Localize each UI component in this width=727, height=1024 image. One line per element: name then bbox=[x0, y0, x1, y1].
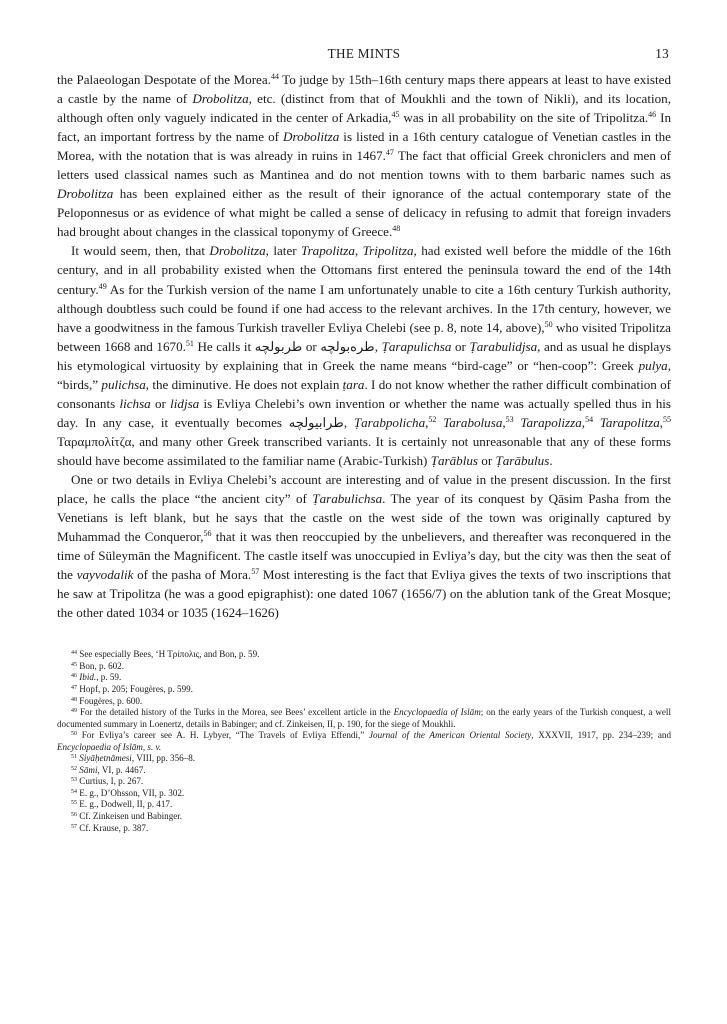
italic-term: Tripolitza bbox=[362, 243, 414, 259]
text-run: , later bbox=[265, 243, 302, 259]
footnote bbox=[57, 799, 671, 811]
footnote-ref: 55 bbox=[663, 414, 672, 424]
italic-term: lichsa bbox=[119, 395, 151, 411]
text-run: , bbox=[425, 414, 429, 430]
italic-term: Ṭarabulidjsa bbox=[469, 338, 538, 354]
text-run: who visited Tripolitza between 1668 and 1670. bbox=[57, 319, 671, 354]
footnote-ref: 50 bbox=[544, 319, 553, 329]
footnote-ref: 45 bbox=[391, 110, 400, 120]
italic-term: Drobolitza bbox=[192, 91, 249, 107]
text-run: It would seem, then, that bbox=[71, 243, 210, 259]
footnote bbox=[57, 788, 671, 800]
text-run: Most interesting is the fact that Evliya gives the texts of two inscriptions that he saw at Tripolitza (he was a good epigraphist): one dated 1067 (1656/7) on the ablution tank of the Great Mosque; the other dated 1034 or 1035 (1624–1626) bbox=[57, 567, 671, 621]
text-run: , VI, p. 4467. bbox=[97, 764, 146, 775]
text-run: For the detailed history of the Turks in the Morea, see Bees’ excellent article in the bbox=[79, 707, 394, 718]
text-run: One or two details in Evliya Chelebi’s account are interesting and of value in the present discussion. In the first place, he calls the place “the ancient city” of bbox=[57, 471, 671, 507]
text-run: was in all probability on the site of Tripolitza. bbox=[399, 110, 649, 126]
text-run: Hopf, p. 205; Fougères, p. 599. bbox=[79, 684, 193, 694]
italic-term: Tarapolizza bbox=[520, 414, 582, 430]
footnote-number: 51 bbox=[71, 754, 77, 761]
text-run: Curtius, I, p. 267. bbox=[79, 776, 144, 787]
italic-term: Ṭarabulichsa bbox=[312, 491, 383, 507]
footnote-number: 52 bbox=[71, 765, 77, 772]
italic-term: ṭara bbox=[342, 376, 365, 392]
text-run: , p. 59. bbox=[96, 672, 122, 683]
footnote-number: 50 bbox=[71, 731, 77, 738]
text-run: , the diminutive. He does not explain bbox=[145, 376, 343, 392]
text-run: Cf. Zinkeisen und Babinger. bbox=[79, 811, 183, 822]
italic-term: Journal of the American Oriental Society bbox=[369, 730, 532, 741]
italic-term: pulya bbox=[638, 357, 668, 373]
text-run: For Evliya’s career see A. H. Lybyer, “The Travels of Evliya Effendi,” bbox=[81, 730, 369, 741]
footnote bbox=[57, 823, 671, 835]
footnote-ref: 56 bbox=[203, 529, 212, 539]
text-run: that it was then reoccupied by the unbelievers, and thereafter was reconquered in the time of Süleymān the Magnificent. The castle itself was unoccupied in Evliya’s day, but the city was then the seat of the bbox=[57, 529, 671, 583]
text-run: has been explained either as the result of their ignorance of the actual contemporary state of the Peloponnesus or as evidence of what might be called a sense of delicacy in refusing to admit that foreign invaders had brought about changes in the classical toponymy of Greece. bbox=[57, 186, 671, 240]
footnote bbox=[57, 776, 671, 788]
footnote-ref: 51 bbox=[185, 338, 194, 348]
text-run: , and as usual he displays his etymological virtuosity by explaining that in Greek the name means “bird-cage” or “hen-coop”: Greek bbox=[57, 338, 671, 373]
footnote-ref: 52 bbox=[428, 414, 437, 424]
footnotes bbox=[57, 649, 671, 834]
text-run: , bbox=[581, 414, 586, 430]
text-run: or bbox=[478, 452, 496, 468]
page-number: 13 bbox=[655, 46, 669, 61]
footnote-number: 47 bbox=[71, 685, 77, 691]
text-run: To judge by 15th–16th century maps there appears at least to have existed a castle by the name of bbox=[57, 72, 671, 107]
text-run: Fougères, p. 600. bbox=[79, 695, 143, 706]
italic-term: vayvodalik bbox=[76, 567, 134, 583]
text-run: is Evliya Chelebi’s own invention or whether the name was actually spelled thus in his day. In any case, it eventually becomes bbox=[57, 395, 671, 430]
footnote-ref: 57 bbox=[251, 567, 260, 577]
italic-term: pulichsa bbox=[101, 376, 146, 392]
footnote-ref: 44 bbox=[270, 72, 279, 81]
italic-term: Trapolitza bbox=[301, 243, 355, 259]
text-run: . I do not know whether the rather difficult combination of consonants bbox=[57, 376, 672, 411]
italic-term: Ṭarabpolicha bbox=[353, 414, 426, 430]
text-run: or bbox=[302, 338, 321, 354]
footnote-number: 53 bbox=[71, 777, 77, 784]
body-text bbox=[57, 70, 671, 622]
text-run: or bbox=[150, 395, 171, 411]
footnote-ref: 54 bbox=[585, 414, 594, 424]
text-run: Cf. Krause, p. 387. bbox=[79, 822, 149, 833]
italic-term: Drobolitza bbox=[283, 129, 340, 145]
book-page bbox=[57, 44, 671, 834]
text-run: ; on the early years of the Turkish conquest, a well documented summary in Loenertz, details in Babinger; and cf. Zinkeisen, II, p. 190, for the siege of Moukhli. bbox=[57, 707, 671, 729]
footnote-ref: 46 bbox=[648, 110, 657, 120]
footnote bbox=[57, 707, 671, 730]
arabic-script: طرابیولچه bbox=[288, 414, 344, 430]
text-run: , bbox=[502, 414, 506, 430]
text-run: . bbox=[549, 452, 553, 468]
footnote-number: 46 bbox=[71, 673, 77, 680]
text-run: , had existed well before the middle of the 16th century, and in all probability existed when the Ottomans first entered the peninsula toward the end of the 14th century. bbox=[57, 243, 671, 297]
text-run: , bbox=[374, 338, 382, 354]
footnote-number: 45 bbox=[71, 661, 77, 668]
text-run: E. g., Dodwell, II, p. 417. bbox=[79, 799, 173, 810]
italic-term: lidjsa bbox=[170, 395, 200, 411]
text-run bbox=[593, 415, 600, 430]
italic-term: Tarabolusa bbox=[443, 414, 503, 430]
text-run: The fact that official Greek chroniclers and men of letters used classical names such as Mantinea and do not mention towns with to them barbaric names such as bbox=[57, 148, 671, 183]
footnote bbox=[57, 730, 671, 753]
footnote-ref: 47 bbox=[385, 148, 394, 158]
footnote bbox=[57, 661, 671, 673]
footnote-number: 55 bbox=[71, 800, 77, 807]
text-run: , VIII, pp. 356–8. bbox=[131, 753, 196, 764]
footnote bbox=[57, 684, 671, 696]
footnote bbox=[57, 811, 671, 823]
text-run: As for the Turkish version of the name I am unfortunately unable to cite a 16th century Turkish authority, although doubtless such could be found if one had access to the relevant archives. In the 17th century, however, we have a goodwitness in the famous Turkish traveller Evliya Chelebi (see p. 8, note 14, above), bbox=[57, 281, 671, 335]
italic-term: Drobolitza bbox=[209, 243, 266, 259]
footnote-ref: 53 bbox=[505, 414, 514, 424]
italic-term: Sāmi bbox=[79, 764, 98, 775]
text-run: , XXXVII, 1917, pp. 234–239; and bbox=[531, 730, 672, 741]
footnote-number: 49 bbox=[71, 708, 77, 715]
italic-term: Drobolitza bbox=[57, 186, 114, 202]
text-run: . The year of its conquest by Qāsim Pasha from the Venetians is left blank, but he says that the castle on the west side of the town was originally captured by Muhammad the Conqueror, bbox=[57, 491, 671, 545]
text-run: , “birds,” bbox=[57, 357, 671, 392]
text-run: , bbox=[343, 414, 354, 430]
text-run: Bon, p. 602. bbox=[79, 660, 124, 671]
text-run: the Palaeologan Despotate of the Morea. bbox=[57, 72, 271, 87]
footnote bbox=[57, 672, 671, 684]
text-run: , bbox=[354, 243, 363, 259]
text-run: Ταραμπολίτζα, and many other Greek transcribed variants. It is certainly not unreasonable that any of these forms should have become assimilated to the familiar name (Arabic-Turkish) bbox=[57, 433, 671, 468]
text-run: or bbox=[451, 338, 470, 354]
footnote-number: 44 bbox=[71, 650, 77, 657]
italic-term: Ibid. bbox=[79, 672, 97, 683]
text-run: He calls it bbox=[193, 338, 255, 354]
italic-term: Tarapolitza bbox=[599, 414, 660, 430]
italic-term: Ṭarapulichsa bbox=[381, 338, 452, 354]
arabic-script: طرەبولچە bbox=[320, 338, 375, 354]
text-run: See especially Bees, ‘Η Τρίπολις, and Bon, p. 59. bbox=[79, 649, 260, 660]
italic-term: Encyclopaedia of Islām bbox=[393, 707, 481, 718]
text-run: , bbox=[659, 414, 664, 430]
footnote bbox=[57, 753, 671, 765]
footnote bbox=[57, 649, 671, 661]
italic-term: Ṭarāblus bbox=[430, 452, 478, 468]
text-run: of the pasha of Mora. bbox=[133, 567, 252, 583]
arabic-script: طربولچه bbox=[254, 338, 303, 354]
body-paragraph bbox=[57, 470, 671, 622]
body-paragraph bbox=[57, 241, 671, 470]
footnote-number: 57 bbox=[71, 823, 77, 830]
footnote-number: 48 bbox=[71, 696, 77, 703]
footnote bbox=[57, 696, 671, 708]
page-header bbox=[57, 44, 671, 70]
running-title: THE MINTS bbox=[327, 46, 401, 61]
italic-term: Ṭarābulus bbox=[495, 452, 550, 468]
text-run: E. g., D’Ohsson, VII, p. 302. bbox=[79, 787, 185, 798]
footnote bbox=[57, 765, 671, 777]
text-run: , etc. (distinct from that of Moukhli and the town of Nikli), and its location, although often only vaguely indicated in the center of Arkadia, bbox=[57, 91, 671, 126]
text-run: is listed in a 16th century catalogue of Venetian castles in the Morea, with the notation that is was already in ruins in 1467. bbox=[57, 129, 671, 164]
text-run: In fact, an important fortress by the name of bbox=[57, 110, 671, 145]
body-paragraph bbox=[57, 70, 671, 241]
footnote-ref: 49 bbox=[98, 281, 107, 291]
footnote-number: 54 bbox=[71, 788, 77, 795]
footnote-number: 56 bbox=[71, 812, 77, 819]
italic-term: Encyclopaedia of Islām, s. v. bbox=[57, 741, 162, 752]
italic-term: Siyāḥetnāmesi bbox=[79, 753, 132, 764]
footnote-ref: 48 bbox=[392, 224, 401, 234]
